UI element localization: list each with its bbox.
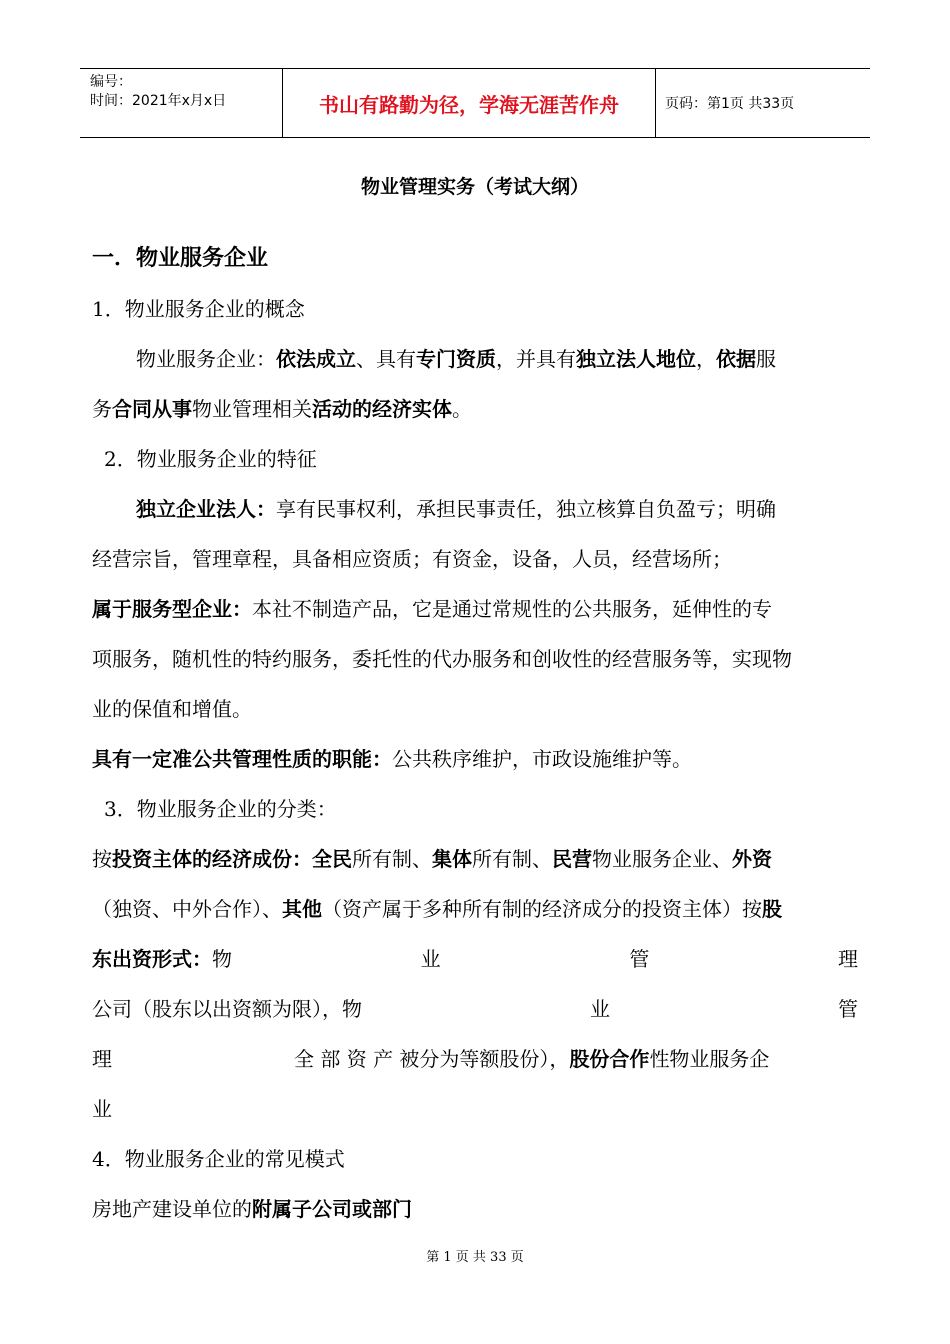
text-run: 管: [629, 947, 650, 971]
text-run: ，并具有: [496, 347, 576, 371]
page-header: [80, 68, 870, 138]
text-run: 物业管理相关: [192, 397, 312, 421]
text-run: 、具有: [356, 347, 416, 371]
classification-line: [92, 1044, 858, 1074]
text-run: [294, 1044, 769, 1074]
text-run: 所有制、: [472, 847, 552, 871]
bold-run: 东出资形式：: [92, 947, 212, 971]
classification-line: 业: [92, 1097, 112, 1121]
bold-run: 具有一定准公共管理性质的职能：: [92, 747, 392, 771]
bold-run: 民营: [552, 847, 592, 871]
text-run: 理: [837, 947, 858, 971]
text-run: 按: [92, 847, 112, 871]
classification-line: [92, 944, 858, 974]
text-run: 物: [212, 947, 232, 971]
bold-run: 专门资质: [416, 347, 496, 371]
text-run: 管: [838, 997, 858, 1021]
header-meta: [90, 73, 280, 111]
text-run: 业: [590, 997, 610, 1021]
classification-line: [92, 894, 782, 924]
text-run: ，: [696, 347, 716, 371]
bold-run: 合同从事: [112, 397, 192, 421]
classification-line: [92, 994, 858, 1024]
subsection-title: 4．物业服务企业的常见模式: [92, 1147, 345, 1171]
text-run: 理: [92, 1047, 112, 1071]
header-divider: [655, 69, 656, 137]
feature-line: [92, 744, 692, 774]
classification-line: [92, 844, 772, 874]
text-run: 所有制、: [352, 847, 432, 871]
bold-run: 投资主体的经济成份：全民: [112, 847, 352, 871]
bold-run: 属于服务型企业：: [92, 597, 252, 621]
text-run: （资产属于多种所有制的经济成分的投资主体）按: [322, 897, 762, 921]
bold-run: 集体: [432, 847, 472, 871]
definition-line-2: [92, 394, 472, 424]
text-run: 。: [452, 397, 472, 421]
bold-run: 依据: [716, 347, 756, 371]
header-motto: 书山有路勤为径，学海无涯苦作舟: [319, 92, 619, 117]
text-run: [92, 944, 232, 974]
bold-run: 外资: [732, 847, 772, 871]
feature-line: 经营宗旨，管理章程，具备相应资质；有资金，设备，人员，经营场所；: [92, 547, 732, 571]
feature-line: [136, 494, 776, 524]
text-run: 全 部 资 产 被分为等额股份），: [294, 1047, 570, 1071]
feature-line: 项服务，随机性的特约服务，委托性的代办服务和创收性的经营服务等，实现物: [92, 647, 792, 671]
feature-line: [92, 594, 772, 624]
text-run: 公司（股东以出资额为限），物: [92, 997, 362, 1021]
section-heading: 一．物业服务企业: [92, 246, 269, 271]
text-run: 物业服务企业、: [592, 847, 732, 871]
page-footer: 第 1 页 共 33 页: [426, 1250, 524, 1265]
serial-label: 编号：: [90, 74, 132, 90]
text-run: 务: [92, 397, 112, 421]
subsection-title: 1．物业服务企业的概念: [92, 297, 305, 321]
text-run: 本社不制造产品，它是通过常规性的公共服务，延伸性的专: [252, 597, 772, 621]
bold-run: 附属子公司或部门: [252, 1197, 412, 1221]
bold-run: 股: [762, 897, 782, 921]
mode-line: [92, 1194, 412, 1224]
header-page-info: 页码：第1页 共33页: [665, 96, 795, 112]
bold-run: 独立法人地位: [576, 347, 696, 371]
text-run: 性物业服务企: [649, 1047, 770, 1071]
bold-run: 股份合作: [569, 1047, 650, 1071]
text-run: 公共秩序维护，市政设施维护等。: [392, 747, 692, 771]
bold-run: 依法成立: [276, 347, 356, 371]
subsection-title: 2．物业服务企业的特征: [104, 447, 317, 471]
text-run: 物业服务企业：: [136, 347, 276, 371]
definition-line-1: [136, 344, 776, 374]
subsection-title: 3．物业服务企业的分类：: [104, 797, 337, 821]
text-run: 房地产建设单位的: [92, 1197, 252, 1221]
text-run: （独资、中外合作）、: [92, 897, 282, 921]
bold-run: 独立企业法人：: [136, 497, 276, 521]
feature-line: 业的保值和增值。: [92, 697, 252, 721]
text-run: 服: [756, 347, 776, 371]
bold-run: 其他: [282, 897, 322, 921]
text-run: 享有民事权利，承担民事责任，独立核算自负盈亏；明确: [276, 497, 776, 521]
bold-run: 活动的经济实体: [312, 397, 452, 421]
date-line: 时间：2021年x月x日: [90, 93, 227, 109]
document-title: 物业管理实务（考试大纲）: [360, 176, 589, 198]
text-run: 业: [420, 947, 441, 971]
